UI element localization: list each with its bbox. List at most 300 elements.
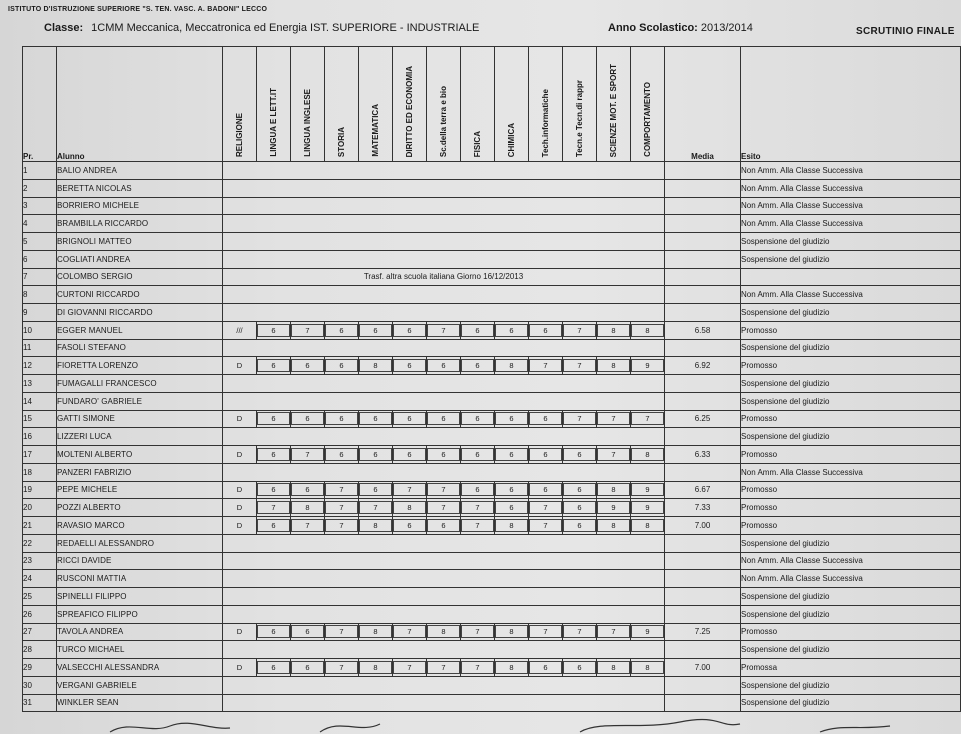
grade-value: 7: [291, 519, 324, 532]
subject-label: COMPORTAMENTO: [643, 82, 652, 157]
grade-cell: [325, 446, 359, 464]
grade-value: 6: [257, 483, 290, 496]
student-row: [23, 179, 961, 197]
grade-cell: [563, 357, 597, 375]
grades-empty: [223, 250, 665, 268]
outcome-value: Sospensione del giudizio: [741, 534, 961, 552]
grade-value: 7: [563, 412, 596, 425]
grade-cell: [597, 499, 631, 517]
grade-value: 6: [427, 448, 460, 461]
student-name: CURTONI RICCARDO: [57, 286, 223, 304]
grade-value: 7: [631, 412, 664, 425]
col-media: Media: [665, 47, 741, 162]
grade-cell: [495, 321, 529, 339]
student-name: BORRIERO MICHELE: [57, 197, 223, 215]
grade-cell: [427, 623, 461, 641]
grade-value: 8: [291, 501, 324, 514]
year-label: Anno Scolastico:: [608, 22, 698, 34]
grade-value: D: [236, 520, 243, 530]
grade-value: 6: [393, 359, 426, 372]
student-name: COGLIATI ANDREA: [57, 250, 223, 268]
grade-value: 8: [631, 324, 664, 337]
student-row: [23, 410, 961, 428]
student-name: POZZI ALBERTO: [57, 499, 223, 517]
student-name: COLOMBO SERGIO: [57, 268, 223, 286]
grade-cell: [427, 659, 461, 677]
grade-value: 9: [631, 483, 664, 496]
outcome-value: Sospensione del giudizio: [741, 694, 961, 712]
grade-cell: [393, 659, 427, 677]
grade-value: 6: [393, 324, 426, 337]
grade-value: 7: [291, 324, 324, 337]
grade-cell: [257, 446, 291, 464]
grade-cell: [223, 410, 257, 428]
outcome-value: Non Amm. Alla Classe Successiva: [741, 197, 961, 215]
grade-value: 8: [495, 359, 528, 372]
grade-value: 7: [461, 519, 494, 532]
grade-cell: [529, 623, 563, 641]
outcome-value: Non Amm. Alla Classe Successiva: [741, 179, 961, 197]
row-number: 19: [23, 481, 57, 499]
row-number: 11: [23, 339, 57, 357]
student-row: [23, 304, 961, 322]
grade-cell: [223, 517, 257, 535]
row-number: 8: [23, 286, 57, 304]
grade-cell: [291, 481, 325, 499]
student-name: WINKLER SEAN: [57, 694, 223, 712]
student-name: RICCI DAVIDE: [57, 552, 223, 570]
grade-value: 6: [529, 412, 562, 425]
grade-cell: [631, 410, 665, 428]
grade-value: 7: [393, 483, 426, 496]
grade-cell: [529, 499, 563, 517]
col-subject: [529, 47, 563, 162]
grade-cell: [563, 659, 597, 677]
grade-cell: [359, 623, 393, 641]
row-number: 10: [23, 321, 57, 339]
grade-cell: [359, 410, 393, 428]
grade-value: 7: [529, 501, 562, 514]
student-name: MOLTENI ALBERTO: [57, 446, 223, 464]
grade-value: 7: [529, 519, 562, 532]
grade-cell: [495, 499, 529, 517]
subject-label: LINGUA INGLESE: [303, 89, 312, 157]
grade-value: 8: [359, 625, 392, 638]
grade-cell: [291, 517, 325, 535]
outcome-value: Sospensione del giudizio: [741, 588, 961, 606]
grade-value: 6: [257, 412, 290, 425]
row-number: 26: [23, 605, 57, 623]
grade-cell: [631, 357, 665, 375]
average-value: [665, 588, 741, 606]
grade-value: 6: [563, 483, 596, 496]
grades-empty: [223, 552, 665, 570]
grade-cell: [631, 481, 665, 499]
grade-cell: [563, 623, 597, 641]
average-value: [665, 215, 741, 233]
grade-value: 9: [631, 501, 664, 514]
grade-cell: [393, 623, 427, 641]
row-number: 28: [23, 641, 57, 659]
col-esito: Esito: [741, 47, 961, 162]
grade-value: 6: [291, 359, 324, 372]
row-number: 6: [23, 250, 57, 268]
grade-value: 6: [257, 519, 290, 532]
average-value: [665, 428, 741, 446]
student-row: [23, 357, 961, 375]
average-value: [665, 197, 741, 215]
student-row: [23, 233, 961, 251]
grade-value: 8: [495, 519, 528, 532]
student-row: [23, 570, 961, 588]
grade-cell: [631, 517, 665, 535]
average-value: 7.00: [665, 659, 741, 677]
student-name: EGGER MANUEL: [57, 321, 223, 339]
outcome-value: Non Amm. Alla Classe Successiva: [741, 463, 961, 481]
grade-cell: [257, 623, 291, 641]
student-row: [23, 392, 961, 410]
grade-value: 6: [257, 625, 290, 638]
col-pr: Pr.: [23, 47, 57, 162]
grade-cell: [597, 659, 631, 677]
outcome-value: Promosso: [741, 410, 961, 428]
student-name: RUSCONI MATTIA: [57, 570, 223, 588]
class-label: Classe:: [44, 22, 84, 34]
col-subject: [291, 47, 325, 162]
student-row: [23, 517, 961, 535]
average-value: 6.67: [665, 481, 741, 499]
grade-value: 6: [291, 412, 324, 425]
grade-cell: [427, 357, 461, 375]
grade-cell: [393, 481, 427, 499]
grade-value: 6: [495, 448, 528, 461]
grade-cell: [461, 623, 495, 641]
grade-value: 6: [427, 519, 460, 532]
grade-cell: [223, 481, 257, 499]
average-value: [665, 286, 741, 304]
grade-value: 7: [325, 661, 358, 674]
student-name: BRAMBILLA RICCARDO: [57, 215, 223, 233]
col-subject: [461, 47, 495, 162]
grade-value: 6: [495, 324, 528, 337]
grades-empty: [223, 375, 665, 393]
grade-cell: [563, 517, 597, 535]
row-number: 7: [23, 268, 57, 286]
row-number: 23: [23, 552, 57, 570]
grade-cell: [529, 446, 563, 464]
outcome-value: Sospensione del giudizio: [741, 233, 961, 251]
grade-cell: [563, 499, 597, 517]
grade-value: 6: [495, 501, 528, 514]
outcome-value: Promosso: [741, 623, 961, 641]
average-value: 7.25: [665, 623, 741, 641]
grade-cell: [325, 410, 359, 428]
grade-value: 6: [563, 519, 596, 532]
grade-cell: [461, 446, 495, 464]
grades-table: [22, 46, 961, 712]
grade-cell: [597, 357, 631, 375]
grade-value: 6: [359, 412, 392, 425]
col-subject: [325, 47, 359, 162]
subject-label: Tech.informatiche: [541, 88, 550, 157]
grade-cell: [291, 446, 325, 464]
grade-cell: [257, 321, 291, 339]
grade-value: 7: [529, 625, 562, 638]
grade-cell: [359, 517, 393, 535]
student-name: FIORETTA LORENZO: [57, 357, 223, 375]
grade-value: 8: [359, 519, 392, 532]
grade-value: 6: [393, 412, 426, 425]
grade-value: 6: [257, 324, 290, 337]
grade-cell: [427, 410, 461, 428]
outcome-value: Sospensione del giudizio: [741, 428, 961, 446]
row-number: 9: [23, 304, 57, 322]
average-value: [665, 605, 741, 623]
grade-cell: [631, 659, 665, 677]
grade-value: 6: [393, 519, 426, 532]
grade-value: 6: [325, 448, 358, 461]
grade-value: 6: [359, 483, 392, 496]
outcome-value: Non Amm. Alla Classe Successiva: [741, 215, 961, 233]
outcome-value: Non Amm. Alla Classe Successiva: [741, 286, 961, 304]
average-value: [665, 694, 741, 712]
grade-cell: [325, 321, 359, 339]
grades-empty: [223, 179, 665, 197]
subject-label: STORIA: [337, 126, 346, 157]
student-name: BALIO ANDREA: [57, 162, 223, 180]
grade-value: 9: [631, 625, 664, 638]
student-name: REDAELLI ALESSANDRO: [57, 534, 223, 552]
row-number: 21: [23, 517, 57, 535]
grade-cell: [257, 357, 291, 375]
grade-cell: [427, 481, 461, 499]
grade-cell: [359, 321, 393, 339]
grade-value: ///: [236, 325, 243, 335]
student-name: FUMAGALLI FRANCESCO: [57, 375, 223, 393]
grade-value: 7: [291, 448, 324, 461]
outcome-value: Promosso: [741, 446, 961, 464]
grade-value: 8: [393, 501, 426, 514]
grade-value: 6: [461, 448, 494, 461]
row-number: 4: [23, 215, 57, 233]
row-number: 5: [23, 233, 57, 251]
grade-value: D: [236, 361, 243, 371]
grade-cell: [325, 659, 359, 677]
student-name: RAVASIO MARCO: [57, 517, 223, 535]
student-name: VERGANI GABRIELE: [57, 676, 223, 694]
class-info: [44, 22, 479, 34]
grade-cell: [495, 659, 529, 677]
average-value: 6.92: [665, 357, 741, 375]
grades-empty: [223, 588, 665, 606]
grade-cell: [359, 446, 393, 464]
average-value: [665, 304, 741, 322]
grade-cell: [563, 481, 597, 499]
col-subject: [427, 47, 461, 162]
outcome-value: Sospensione del giudizio: [741, 641, 961, 659]
grades-empty: [223, 605, 665, 623]
grade-value: 6: [495, 412, 528, 425]
grade-cell: [495, 517, 529, 535]
grade-value: 6: [529, 448, 562, 461]
grades-empty: [223, 570, 665, 588]
grade-cell: [325, 481, 359, 499]
outcome-value: Non Amm. Alla Classe Successiva: [741, 570, 961, 588]
outcome-value: Promosso: [741, 499, 961, 517]
average-value: [665, 676, 741, 694]
row-number: 16: [23, 428, 57, 446]
grade-value: 7: [427, 661, 460, 674]
grade-value: 6: [325, 412, 358, 425]
row-number: 25: [23, 588, 57, 606]
grade-cell: [427, 517, 461, 535]
grade-cell: [257, 481, 291, 499]
col-subject: [359, 47, 393, 162]
institute-name: ISTITUTO D'ISTRUZIONE SUPERIORE "S. TEN. VASC. A. BADONI" LECCO: [8, 6, 268, 13]
col-subject: [563, 47, 597, 162]
average-value: [665, 162, 741, 180]
grade-cell: [393, 517, 427, 535]
outcome-value: Sospensione del giudizio: [741, 250, 961, 268]
grades-empty: [223, 162, 665, 180]
grade-cell: [359, 481, 393, 499]
average-value: [665, 339, 741, 357]
grade-cell: [631, 623, 665, 641]
grade-value: 7: [325, 519, 358, 532]
average-value: [665, 552, 741, 570]
average-value: [665, 392, 741, 410]
grade-value: 8: [597, 519, 630, 532]
grade-cell: [223, 357, 257, 375]
average-value: [665, 570, 741, 588]
outcome-value: Promosso: [741, 357, 961, 375]
average-value: 6.33: [665, 446, 741, 464]
outcome-value: Promosso: [741, 481, 961, 499]
student-name: VALSECCHI ALESSANDRA: [57, 659, 223, 677]
grade-value: 6: [291, 625, 324, 638]
grade-value: 6: [563, 661, 596, 674]
grade-cell: [223, 623, 257, 641]
grade-value: 7: [563, 359, 596, 372]
header-row: [23, 47, 961, 162]
col-subject: [257, 47, 291, 162]
row-number: 1: [23, 162, 57, 180]
grade-value: 7: [563, 324, 596, 337]
grades-empty: [223, 534, 665, 552]
student-row: [23, 552, 961, 570]
grade-cell: [529, 481, 563, 499]
grade-value: 9: [597, 501, 630, 514]
average-value: 6.25: [665, 410, 741, 428]
grade-cell: [597, 321, 631, 339]
student-row: [23, 321, 961, 339]
average-value: [665, 250, 741, 268]
student-row: [23, 623, 961, 641]
grades-empty: [223, 233, 665, 251]
student-row: [23, 676, 961, 694]
grades-empty: [223, 339, 665, 357]
student-row: [23, 446, 961, 464]
grade-value: 7: [427, 501, 460, 514]
grades-body: [23, 162, 961, 712]
grade-cell: [563, 446, 597, 464]
outcome-value: [741, 268, 961, 286]
col-subject: [393, 47, 427, 162]
student-name: FASOLI STEFANO: [57, 339, 223, 357]
grade-cell: [495, 357, 529, 375]
grade-cell: [393, 410, 427, 428]
grade-cell: [529, 321, 563, 339]
row-number: 12: [23, 357, 57, 375]
grades-empty: [223, 304, 665, 322]
outcome-value: Sospensione del giudizio: [741, 392, 961, 410]
grade-cell: [597, 446, 631, 464]
student-row: [23, 588, 961, 606]
grade-cell: [461, 321, 495, 339]
grade-value: D: [236, 503, 243, 513]
grade-value: 6: [427, 412, 460, 425]
row-number: 13: [23, 375, 57, 393]
average-value: 7.00: [665, 517, 741, 535]
subject-label: MATEMATICA: [371, 104, 380, 157]
grade-cell: [359, 659, 393, 677]
grade-value: 8: [631, 448, 664, 461]
row-number: 15: [23, 410, 57, 428]
grade-cell: [495, 623, 529, 641]
row-number: 22: [23, 534, 57, 552]
average-value: [665, 233, 741, 251]
grade-value: D: [236, 485, 243, 495]
grade-value: 6: [325, 359, 358, 372]
outcome-value: Promossa: [741, 659, 961, 677]
grade-value: 7: [461, 501, 494, 514]
col-student: Alunno: [57, 47, 223, 162]
subject-label: DIRITTO ED ECONOMIA: [405, 65, 414, 157]
grade-value: 7: [597, 448, 630, 461]
student-name: PEPE MICHELE: [57, 481, 223, 499]
student-row: [23, 428, 961, 446]
outcome-value: Sospensione del giudizio: [741, 304, 961, 322]
grade-cell: [563, 410, 597, 428]
grades-empty: [223, 463, 665, 481]
grade-cell: [291, 659, 325, 677]
grade-cell: [461, 517, 495, 535]
grade-value: 7: [257, 501, 290, 514]
grades-empty: [223, 392, 665, 410]
transfer-note: Trasf. altra scuola italiana Giorno 16/12/2013: [223, 268, 665, 286]
grade-cell: [393, 321, 427, 339]
subject-label: Tecn.e Tecn.di rappr: [575, 79, 584, 157]
outcome-value: Non Amm. Alla Classe Successiva: [741, 552, 961, 570]
grade-cell: [495, 446, 529, 464]
student-row: [23, 534, 961, 552]
row-number: 24: [23, 570, 57, 588]
grade-value: 6: [257, 359, 290, 372]
grade-value: 7: [597, 412, 630, 425]
grade-value: 6: [291, 483, 324, 496]
outcome-value: Sospensione del giudizio: [741, 676, 961, 694]
student-row: [23, 197, 961, 215]
student-name: PANZERI FABRIZIO: [57, 463, 223, 481]
grade-value: 6: [563, 448, 596, 461]
grade-value: 7: [325, 625, 358, 638]
grade-cell: [223, 321, 257, 339]
grades-empty: [223, 428, 665, 446]
student-row: [23, 499, 961, 517]
grades-empty: [223, 286, 665, 304]
grade-value: 6: [461, 412, 494, 425]
grade-cell: [427, 321, 461, 339]
